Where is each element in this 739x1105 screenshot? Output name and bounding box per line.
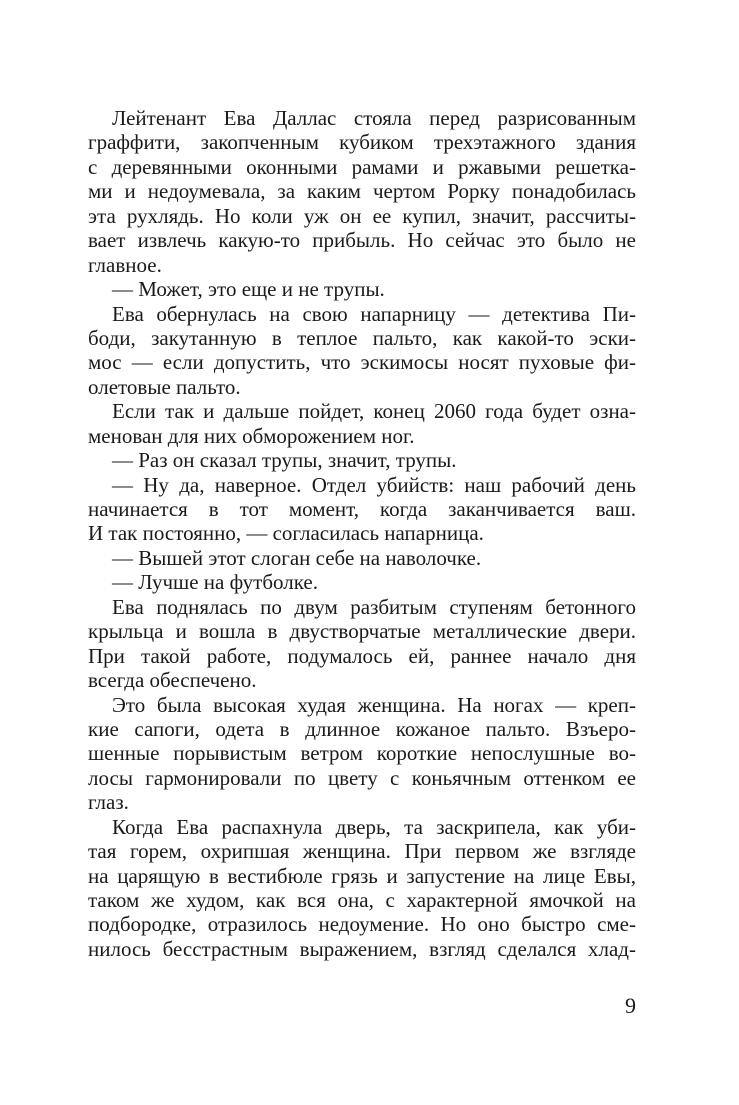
text-line: Ева поднялась по двум разбитым ступеням бетонного bbox=[112, 594, 636, 619]
text-line: — Вышей этот слоган себе на наволочке. bbox=[112, 545, 482, 570]
page-number: 9 bbox=[625, 993, 636, 1018]
text-line: — Ну да, наверное. Отдел убийств: наш рабочий день bbox=[112, 472, 636, 497]
text-line: с деревянными оконными рамами и ржавыми решетка- bbox=[88, 154, 636, 179]
text-line: Когда Ева распахнула дверь, та заскрипела, как уби- bbox=[112, 814, 636, 839]
text-line: Ева обернулась на свою напарницу — детектива Пи- bbox=[112, 301, 636, 326]
text-line: таком же худом, как вся она, с характерной ямочкой на bbox=[88, 888, 636, 912]
text-line: начинается в тот момент, когда заканчивается ваш. bbox=[88, 497, 636, 521]
text-line: глаз. bbox=[88, 790, 129, 815]
text-line: шенные порывистым ветром короткие непослушные во- bbox=[88, 741, 636, 766]
text-line: мос — если допустить, что эскимосы носят пуховые фи- bbox=[88, 350, 636, 375]
text-line: кие сапоги, одета в длинное кожаное пальто. Взъеро- bbox=[88, 716, 636, 741]
text-line: менован для них обморожением ног. bbox=[88, 423, 415, 448]
text-line: Это была высокая худая женщина. На ногах — креп- bbox=[112, 692, 636, 717]
text-line: на царящую в вестибюле грязь и запустение на лице Евы, bbox=[88, 863, 636, 888]
text-line: эта рухлядь. Но коли уж он ее купил, значит, рассчиты- bbox=[88, 203, 636, 228]
text-line: нилось бесстрастным выражением, взгляд сделался хлад- bbox=[88, 936, 636, 961]
text-line: Лейтенант Ева Даллас стояла перед разрисованным bbox=[112, 106, 636, 130]
text-line: всегда обеспечено. bbox=[88, 668, 257, 693]
text-line: боди, закутанную в теплое пальто, как какой-то эски- bbox=[88, 325, 636, 350]
text-line: подбородке, отразилось недоумение. Но оно быстро сме- bbox=[88, 912, 636, 937]
text-line: крыльца и вошла в двустворчатые металлические двери. bbox=[88, 619, 636, 644]
text-line: При такой работе, подумалось ей, раннее начало дня bbox=[88, 643, 636, 668]
text-line: вает извлечь какую-то прибыль. Но сейчас это было не bbox=[88, 228, 636, 253]
text-line: олетовые пальто. bbox=[88, 374, 241, 399]
text-line: Если так и дальше пойдет, конец 2060 года будет озна- bbox=[112, 399, 636, 424]
text-line: лосы гармонировали по цвету с коньячным оттенком ее bbox=[88, 765, 636, 790]
body-text bbox=[88, 106, 636, 961]
text-line: тая горем, охрипшая женщина. При первом же взгляде bbox=[88, 839, 636, 864]
text-line: — Может, это еще и не трупы. bbox=[112, 277, 385, 302]
text-line: ми и недоумевала, за каким чертом Рорку понадобилась bbox=[88, 179, 636, 204]
text-line: граффити, закопченным кубиком трехэтажного здания bbox=[88, 130, 636, 155]
text-line: — Раз он сказал трупы, значит, трупы. bbox=[112, 448, 457, 473]
text-line: — Лучше на футболке. bbox=[112, 570, 318, 595]
text-line: И так постоянно, — согласилась напарница. bbox=[88, 521, 484, 546]
text-line: главное. bbox=[88, 252, 162, 277]
